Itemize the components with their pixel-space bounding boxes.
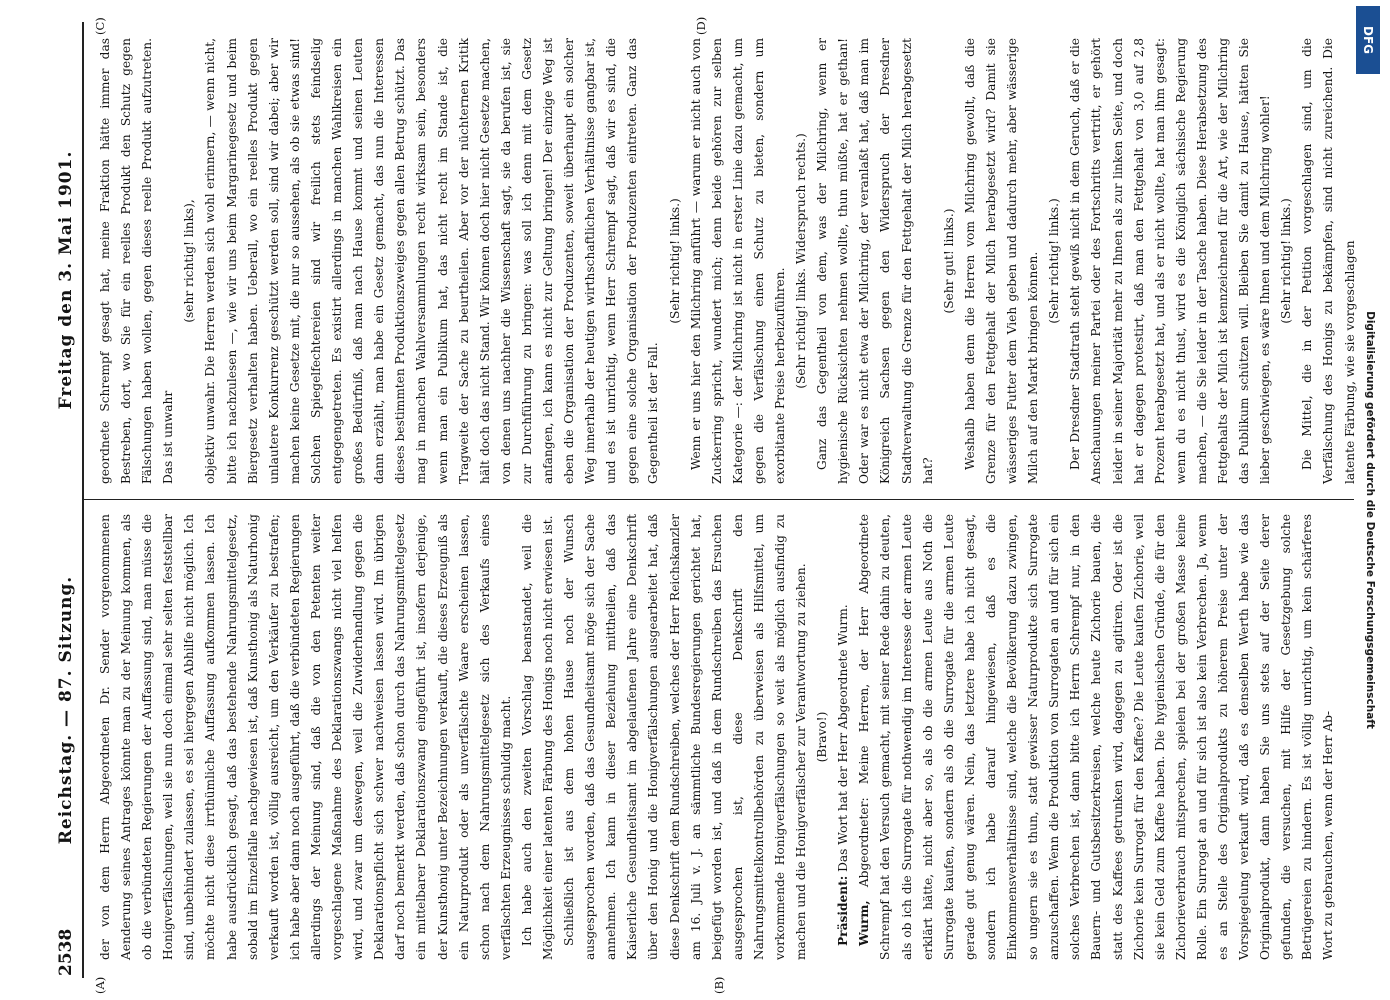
credit-text: Digitalisierung gefördert durch die Deutsche Forschungsgemeinschaft: [1364, 311, 1376, 729]
paragraph: objektiv unwahr. Die Herren werden sich wohl erinnern, — wenn nicht, bitte ich nachzulesen —, wie wir uns beim Margarinegesetz und beim Biergesetz verhalten haben. Ueberall, wo ein reelles Produkt gegen unlautere Konkurrenz geschützt werden soll, sind wir dabei; aber wir machen keine Gesetze mit, die nur so aussehen, als ob sie etwas sind! Solchen Spiegelfechtereien sind wir freilich stets feindselig entgegengetreten. Es existirt allerdings in manchen Wahlkreisen ein großes Bedürfniß, daß man nach Hause kommt und seinen Leuten dann erzählt, man habe ein Gesetz gemacht, das nun die Interessen dieses bestimmten Produktionszweiges gegen allen Betrug schützt. Das mag in manchen Wahlversammlungen recht wirksam sein, besonders wenn man ein Publikum hat, das nicht recht im Stande ist, die Tragweite der Sache zu beurtheilen. Aber vor der nüchternen Kritik hält doch das nicht Stand. Wir können doch hier nicht Gesetze machen, von denen uns nachher die Wissenschaft sagt, sie da berufen ist, sie zur Durchführung zu bringen: was soll ich denn mit dem Gesetz anfangen, ich kann es nicht zur Geltung bringen! Der einzige Weg ist eben die Organisation der Produzenten, soweit überhaupt ein solcher Weg innerhalb der heutigen wirthschaftlichen Verhältnisse gangbar ist, und es ist unrichtig, wenn Herr Schrempf sagt, daß wir es sind, die gegen eine solche Organisation der Produzenten eintreten. Ganz das Gegentheil ist der Fall.: [203, 38, 661, 484]
speaker-name: Präsident:: [836, 875, 851, 946]
paragraph: Weshalb haben denn die Herren vom Milchring gewollt, daß die Grenze für den Fettgehalt der Milch herabgesetzt wird? Damit sie wässeriges Futter dem Vieh geben und dadurch mehr, aber wässerige Milch auf den Markt bringen können.: [962, 38, 1041, 484]
interjection: (Sehr richtig! links.): [667, 198, 682, 324]
digitization-credit: [1350, 80, 1390, 960]
page-number: 2538: [56, 928, 76, 976]
margin-marker-d: (D): [694, 16, 708, 35]
paragraph: Wenn er uns hier den Milchring anführt — warum er nicht auch von Zuckerring spricht, wundert mich; denn beide gehören zur selben Kategorie —: der Milchring ist nicht in erster Linie dazu gemacht, um gegen die Verfälschung einen Schutz zu bieten, sondern um exorbitante Preise herbeizuführen.: [688, 38, 787, 484]
interjection: (Sehr richtig! links. Widerspruch rechts.): [794, 133, 809, 389]
header-rule: [82, 22, 84, 978]
paragraph: Der Dresdner Stadtrath steht gewiß nicht in dem Geruch, daß er die Anschauungen meiner Partei oder des Fortschritts vertritt, er gehört leider in seiner Majorität mehr zu Ihnen als zur linken Seite, und doch hat er dagegen protestirt, daß man den Fettgehalt von 3,0 auf 2,8 Prozent herabgesetzt hat, und als er nicht wollte, hat man ihm gesagt: wenn du es nicht thust, wird es die Königlich sächsische Regierung machen, — die Sie leider in der Tasche haben. Diese Herabsetzung des Fettgehalts der Milch ist kennzeichnend für die Art, wie der Milchring das Publikum schützen will. Bleiben Sie damit zu Hause, hätten Sie lieber geschwiegen, es wäre Ihnen und dem Milchring wohler!: [1068, 38, 1273, 484]
speech-text: Das Wort hat der Herr Abgeordnete Wurm.: [836, 604, 851, 876]
speaker-name: Wurm,: [857, 900, 872, 946]
margin-marker-a: (A): [93, 976, 107, 994]
left-column: [95, 514, 1355, 960]
paragraph: Ganz das Gegentheil von dem, was der Milchring, wenn er hygienische Rücksichten nehmen wollte, thun müßte, hat er gethan! Oder war es nicht etwa der Milchring, der veranlaßt hat, daß man im Königreich Sachsen gegen den Widerspruch der Dresdner Stadtverwaltung die Grenze für den Fettgehalt der Milch herabgesetzt hat?: [815, 38, 935, 484]
margin-marker-b: (B): [712, 976, 726, 994]
paragraph: geordnete Schrempf gesagt hat, meine Fraktion hätte immer das Bestreben, dort, wo Sie für ein reelles Produkt den Schutz gegen Fälschungen haben wollen, gegen dieses reelle Produkt aufzutreten. Das ist unwahr: [98, 38, 176, 484]
column-divider: [84, 499, 1354, 500]
dfg-logo: [1356, 6, 1380, 74]
paragraph: [833, 514, 854, 960]
right-column: [95, 38, 1355, 484]
margin-marker-c: (C): [93, 17, 107, 35]
left-running-title: Reichstag. — 87. Sitzung.: [56, 575, 76, 845]
paragraph: der von dem Herrn Abgeordneten Dr. Sender vorgenommenen Aenderung seines Antrages könnte man zu der Meinung kommen, als ob die verbündeten Regierungen der Auffassung sind, man müsse die Honigverfälschungen, weil sie nun doch einmal sehr selten feststellbar sind, unbehindert zulassen, es sei hiergegen Abhilfe nicht möglich. Ich möchte nicht diese irrthümliche Auffassung aufkommen lassen. Ich habe ausdrücklich gesagt, daß das bestehende Nahrungsmittelgesetz, sobald im Einzelfalle nachgewiesen ist, daß Kunsthonig als Naturhonig verkauft worden ist, völlig ausreicht, um den Verkäufer zu bestrafen; ich habe aber dann noch ausgeführt, daß die verbündeten Regierungen allerdings der Meinung sind, daß die von den Petenten weiter vorgeschlagene Maßnahme des Deklarationszwangs nicht viel helfen wird, und zwar um deswegen, weil die Zuwiderhandlung gegen die Deklarationspflicht sich schwer nachweisen lassen wird. Im übrigen darf noch bemerkt werden, daß schon durch das Nahrungsmittelgesetz ein mittelbarer Deklarationszwang eingeführt ist, insofern derjenige, der Kunsthonig unter Bezeichnungen verkauft, die dieses Erzeugniß als ein Naturprodukt oder als unverfälschte Waare erscheinen lassen, schon nach dem Nahrungsmittelgesetz sich des Verkaufs eines verfälschten Erzeugnisses schuldig macht.: [98, 514, 513, 960]
interjection: (Sehr richtig! links.): [1047, 198, 1062, 324]
paragraph: Die Mittel, die in der Petition vorgeschlagen sind, um die Verfälschung des Honigs zu bekämpfen, sind nicht zureichend. Die latente Färbung, wie sie vorgeschlagen: [1300, 38, 1357, 484]
interjection: (Sehr gut! links.): [941, 208, 956, 314]
right-running-title: Freitag den 3. Mai 1901.: [56, 150, 76, 410]
interjection: (Bravo!): [815, 711, 830, 763]
interjection: (Sehr richtig! links.): [1279, 198, 1294, 324]
interjection: (sehr richtig! links),: [182, 199, 197, 323]
paragraph: Ich habe auch den zweiten Vorschlag beanstandet, weil die Möglichkeit einer latenten Färbung des Honigs noch nicht erwiesen ist.: [519, 514, 555, 960]
speech-text: Abgeordneter: Meine Herren, der Herr Abgeordnete Schrempf hat den Versuch gemacht, mit seiner Rede dahin zu deuten, als ob ich die Surrogate für nothwendig im Interesse der armen Leute erklärt hätte, nicht aber so, als ob die armen Leute aus Noth die Surrogate kaufen, sondern als ob die Surrogate für die armen Leute gerade gut genug wären. Nein, das letztere habe ich nicht gesagt, sondern ich habe darauf hingewiesen, daß es die Einkommensverhältnisse sind, welche die Bevölkerung dazu zwingen, so ungern sie es thun, statt gewisser Naturprodukte sich Surrogate anzuschaffen. Wenn die Produktion von Surrogaten an und für sich ein solches Verbrechen ist, dann bitte ich Herrn Schrempf nur, in den Bauern- und Gutsbesitzerkreisen, welche heute Zichorie bauen, die statt des Kaffees getrunken wird, dagegen zu agitiren. Oder ist die Zichorie kein Surrogat für den Kaffee? Die Leute kaufen Zichorie, weil sie kein Geld zum Kaffee haben. Die hygienischen Gründe, die für den Zichorieverbrauch mitsprechen, spielen bei der großen Masse keine Rolle. Ein Surrogat an und für sich ist also kein Verbrechen. Ja, wenn es an Stelle des Originalprodukts zu höherem Preise unter der Vorspiegelung verkauft wird, daß es denselben Werth habe wie das Originalprodukt, dann haben Sie uns stets auf der Seite derer gefunden, die versuchen, mit Hilfe der Gesetzgebung solche Betrügereien zu hindern. Es ist völlig unrichtig, um kein schärferes Wort zu gebrauchen, wenn der Herr Ab-: [857, 514, 1336, 960]
paragraph: Schließlich ist aus dem hohen Hause noch der Wunsch ausgesprochen worden, daß das Gesundheitsamt möge sich der Sache annehmen. Ich kann in dieser Beziehung mittheilen, daß das Kaiserliche Gesundheitsamt im abgelaufenen Jahre eine Denkschrift über den Honig und die Honigverfälschungen ausgearbeitet hat, daß diese Denkschrift dem Rundschreiben, welches der Herr Reichskanzler am 16. Juli v. J. an sämmtliche Bundesregierungen gerichtet hat, beigefügt worden ist, und daß in dem Rundschreiben das Ersuchen ausgesprochen ist, diese Denkschrift den Nahrungsmittelkontrollbehörden zu überweisen als Hilfsmittel, um vorkommende Honigverfälschungen so weit als möglich ausfindig zu machen und die Honigverfälscher zur Verantwortung zu ziehen.: [562, 514, 809, 960]
dfg-logo-text: DFG: [1361, 25, 1375, 55]
paragraph: [854, 514, 1339, 960]
